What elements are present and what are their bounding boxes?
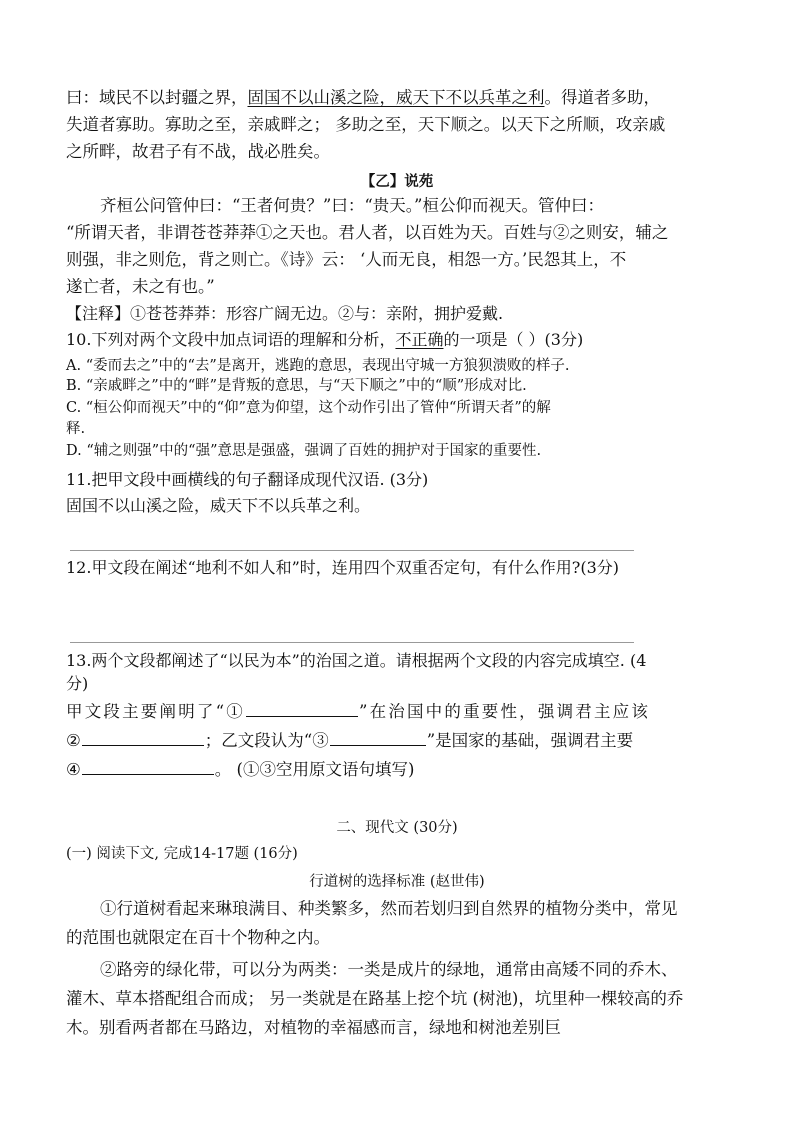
blank-2[interactable] <box>82 729 204 746</box>
q10-option-b: B. “亲戚畔之”中的“畔”是背叛的意思，与“天下顺之”中的“顺”形成对比. <box>66 378 527 394</box>
yi-title: 【乙】说苑 <box>360 173 434 190</box>
q13-fill-text-7: 。 (①③空用原文语句填写) <box>214 760 415 779</box>
q10-stem-start: 10.下列对两个文段中加点词语的理解和分析， <box>66 330 396 349</box>
q13-fill-line-3 <box>66 758 414 780</box>
q13-fill-text-5: ”是国家的基础，强调君主要 <box>426 731 634 750</box>
q10-option-d: D. “辅之则强”中的“强”意思是强盛，强调了百姓的拥护对于国家的重要性. <box>66 443 542 459</box>
q11-sentence: 固国不以山溪之险，威天下不以兵革之利。 <box>66 496 371 515</box>
q10-stem-end: 的一项是（ ）(3分) <box>443 330 584 349</box>
jia-line-2: 失道者寡助。寡助之至，亲戚畔之； 多助之至，天下顺之。以天下之所顺，攻亲戚 <box>66 115 666 134</box>
yi-line-2: “所谓天者，非谓苍苍莽莽①之天也。君人者，以百姓为天。百姓与②之则安，辅之 <box>66 223 669 242</box>
q10-option-c-cont: 释. <box>66 421 86 437</box>
yi-line-3: 则强，非之则危，背之则亡。《诗》云： ‘人而无良，相怨一方。’民怨其上，不 <box>66 250 627 269</box>
q13-fill-line-1 <box>66 700 650 722</box>
q13-fill-text-1: 甲文段主要阐明了“① <box>66 702 245 721</box>
q10-option-c: C. “桓公仰而视天”中的“仰”意为仰望，这个动作引出了管仲“所谓天者”的解 <box>66 400 551 416</box>
article-p2-line-2: 灌木、草本搭配组合而成； 另一类就是在路基上挖个坑 (树池)，坑里种一棵较高的乔 <box>66 989 684 1008</box>
q12-stem: 12.甲文段在阐述“地利不如人和”时，连用四个双重否定句，有什么作用?(3分) <box>66 558 620 577</box>
underlined-sentence: 固国不以山溪之险，威天下不以兵革之利 <box>247 88 545 107</box>
q13-fill-text-2: ”在治国中的重要性，强调君主应该 <box>358 702 651 721</box>
blank-3[interactable] <box>330 729 426 746</box>
section-heading: 二、现代文 (30分) <box>336 820 458 836</box>
q13-fill-line-2 <box>66 729 633 751</box>
jia-line-1 <box>66 88 660 108</box>
article-p1-line-1: ①行道树看起来琳琅满目、种类繁多，然而若划归到自然界的植物分类中，常见 <box>100 899 678 918</box>
jia-line-3: 之所畔，故君子有不战，战必胜矣。 <box>66 142 330 161</box>
q13-fill-text-6: ④ <box>66 760 81 779</box>
answer-line-q11 <box>70 550 634 551</box>
yi-note: 【注释】①苍苍莽莽：形容广阔无边。②与：亲附，拥护爱戴. <box>66 304 504 323</box>
article-p1-line-2: 的范围也就限定在百十个物种之内。 <box>66 928 330 947</box>
jia-line-1-start: 曰：域民不以封疆之界， <box>66 88 248 107</box>
q13-stem-cont: 分) <box>66 674 89 693</box>
blank-1[interactable] <box>246 700 358 717</box>
yi-line-1: 齐桓公问管仲曰：“王者何贵？”曰：“贵天。”桓公仰而视天。管仲曰： <box>100 196 604 215</box>
answer-line-q12 <box>70 642 634 643</box>
jia-line-1-end: 。得道者多助， <box>544 88 660 107</box>
q10-stem <box>66 330 583 350</box>
section-subheading: (一) 阅读下文, 完成14-17题 (16分) <box>66 846 298 862</box>
q13-fill-text-3: ② <box>66 731 81 750</box>
article-p2-line-3: 木。别看两者都在马路边，对植物的幸福感而言，绿地和树池差别巨 <box>66 1018 561 1037</box>
q11-stem: 11.把甲文段中画横线的句子翻译成现代汉语. (3分) <box>66 470 429 489</box>
article-p2-line-1: ②路旁的绿化带，可以分为两类：一类是成片的绿地，通常由高矮不同的乔木、 <box>100 960 678 979</box>
q13-stem: 13.两个文段都阐述了“以民为本”的治国之道。请根据两个文段的内容完成填空. (4 <box>66 651 647 670</box>
q10-emphasis: 不正确 <box>395 330 444 349</box>
yi-line-4: 遂亡者，未之有也。” <box>66 277 215 296</box>
q13-fill-text-4: ；乙文段认为“③ <box>204 731 329 750</box>
article-title: 行道树的选择标准 (赵世伟) <box>309 874 485 890</box>
q10-option-a: A. “委而去之”中的“去”是离开，逃跑的意思，表现出守城一方狼狈溃败的样子. <box>66 358 570 374</box>
blank-4[interactable] <box>82 758 214 775</box>
